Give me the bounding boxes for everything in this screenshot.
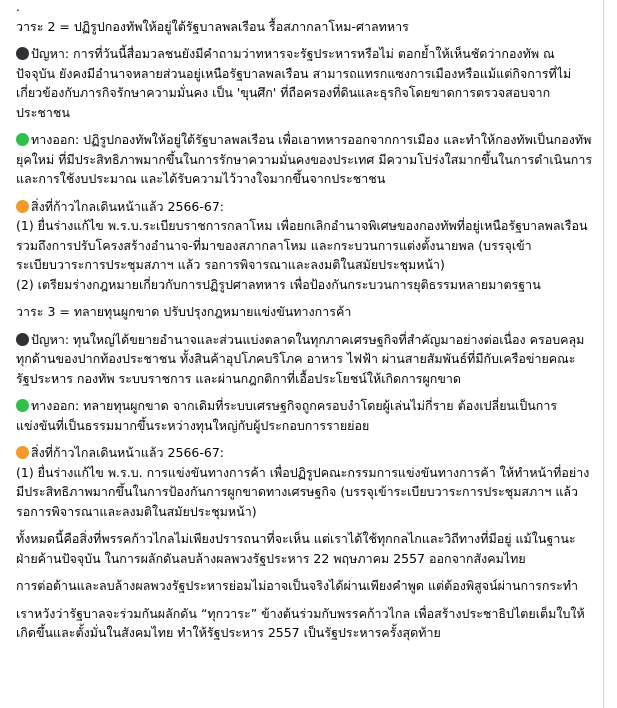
post-body	[16, 0, 594, 643]
green-circle-icon	[16, 399, 29, 412]
separator-dot: .	[16, 0, 20, 14]
agenda-2-problem: ปัญหา: การที่วันนี้สื่อมวลชนยังมีคำถามว่าทหารจะรัฐประหารหรือไม่ ตอกย้ำให้เห็นชัดว่ากองทัพ ณ ปัจจุบัน ยังคงมีอำนาจหลายส่วนอยู่เหนือรัฐบาลพลเรือน สามารถแทรกแซงการเมืองหรือแม้แต่กิจการที่ไม่เกี่ยวข้องกับภารกิจรักษาความมั่นคง เป็น 'ขุนศึก' ที่ถือครองที่ดินและธุรกิจโดยขาดการตรวจสอบจากประชาชน	[16, 46, 572, 120]
black-circle-icon	[16, 47, 29, 60]
closing-paragraph-2: การต่อต้านและลบล้างผลพวงรัฐประหารย่อมไม่อาจเป็นจริงได้ผ่านเพียงคำพูด แต่ต้องพิสูจน์ผ่านการกระทำ	[16, 578, 579, 593]
orange-circle-icon	[16, 446, 29, 459]
agenda-3-progress-body: (1) ยื่นร่างแก้ไข พ.ร.บ. การแข่งขันทางการค้า เพื่อปฏิรูปคณะกรรมการแข่งขันทางการค้า ให้ทำหน้าที่อย่างมีประสิทธิภาพมากขึ้นในการป้องกันการผูกขาดทางเศรษฐกิจ (บรรจุเข้าระเบียบวาระการประชุมสภาฯ แล้ว รอการพิจารณาและลงมติในสมัยประชุมหน้า)	[16, 464, 590, 519]
black-circle-icon	[16, 333, 29, 346]
agenda-3-solution: ทางออก: ทลายทุนผูกขาด จากเดิมที่ระบบเศรษฐกิจถูกครอบงำโดยผู้เล่นไม่กี่ราย ต้องเปลี่ยนเป็นการแข่งขันที่เป็นธรรมมากขึ้นระหว่างทุนใหญ่กับผู้ประกอบการรายย่อย	[16, 398, 558, 433]
agenda-2-title: วาระ 2 = ปฏิรูปกองทัพให้อยู่ใต้รัฐบาลพลเรือน รื้อสภากลาโหม-ศาลทหาร	[16, 18, 409, 34]
agenda-2-solution: ทางออก: ปฏิรูปกองทัพให้อยู่ใต้รัฐบาลพลเรือน เพื่อเอาทหารออกจากการเมือง และทำให้กองทัพเป็นกองทัพยุคใหม่ ที่มีประสิทธิภาพมากขึ้นในการรักษาความมั่นคงของประเทศ มีความโปร่งใสมากขึ้นในการดำเนินการและการใช้งบประมาณ และได้รับความไว้วางใจมากขึ้นจากประชาชน	[16, 132, 593, 186]
agenda-3-problem: ปัญหา: ทุนใหญ่ได้ขยายอำนาจและส่วนแบ่งตลาดในทุกภาคเศรษฐกิจที่สำคัญมาอย่างต่อเนื่อง ครอบคลุมทุกด้านของปากท้องประชาชน ทั้งสินค้าอุปโภคบริโภค อาหาร ไฟฟ้า ผ่านสายสัมพันธ์ที่มีกับเครือข่ายคณะรัฐประหาร กองทัพ ระบบราชการ และผ่านกฎกติกาที่เอื้อประโยชน์ให้เกิดการผูกขาด	[16, 331, 585, 386]
closing-paragraph-3: เราหวังว่ารัฐบาลจะร่วมกันผลักดัน “ทุกวาระ” ข้างต้นร่วมกับพรรคก้าวไกล เพื่อสร้างประชาธิปไตยเต็มใบให้เกิดขึ้นและตั้งมั่นในสังคมไทย ทำให้รัฐประหาร 2557 เป็นรัฐประหารครั้งสุดท้าย	[16, 605, 585, 640]
agenda-3-progress-heading: สิ่งที่ก้าวไกลเดินหน้าแล้ว 2566-67:	[16, 443, 594, 463]
orange-circle-icon	[16, 200, 29, 213]
agenda-2-progress-heading: สิ่งที่ก้าวไกลเดินหน้าแล้ว 2566-67:	[16, 197, 594, 217]
agenda-3-title: วาระ 3 = ทลายทุนผูกขาด ปรับปรุงกฎหมายแข่งขันทางการค้า	[16, 304, 352, 319]
agenda-2-progress-body: (1) ยื่นร่างแก้ไข พ.ร.บ.ระเบียบราชการกลาโหม เพื่อยกเลิกอำนาจพิเศษของกองทัพที่อยู่เหนือรัฐบาลพลเรือน รวมถึงการปรับโครงสร้างอำนาจ-ที่มาของสภากลาโหม และกระบวนการแต่งตั้งนายพล (บรรจุเข้าระเบียบวาระการประชุมสภาฯ แล้ว รอการพิจารณาและลงมติในสมัยประชุมหน้า) (2) เตรียมร่างกฎหมายเกี่ยวกับการปฏิรูปศาลทหาร เพื่อป้องกันกระบวนการยุติธรรมหลายมาตรฐาน	[16, 218, 588, 292]
green-circle-icon	[16, 133, 29, 146]
closing-paragraph-1: ทั้งหมดนี้คือสิ่งที่พรรคก้าวไกลไม่เพียงปรารถนาที่จะเห็น แต่เราได้ใช้ทุกกลไกและวิถีทางที่มีอยู่ แม้ในฐานะฝ่ายค้านปัจจุบัน ในการผลักดันลบล้างผลพวงรัฐประหาร 22 พฤษภาคม 2557 ออกจากสังคมไทย	[16, 531, 576, 566]
